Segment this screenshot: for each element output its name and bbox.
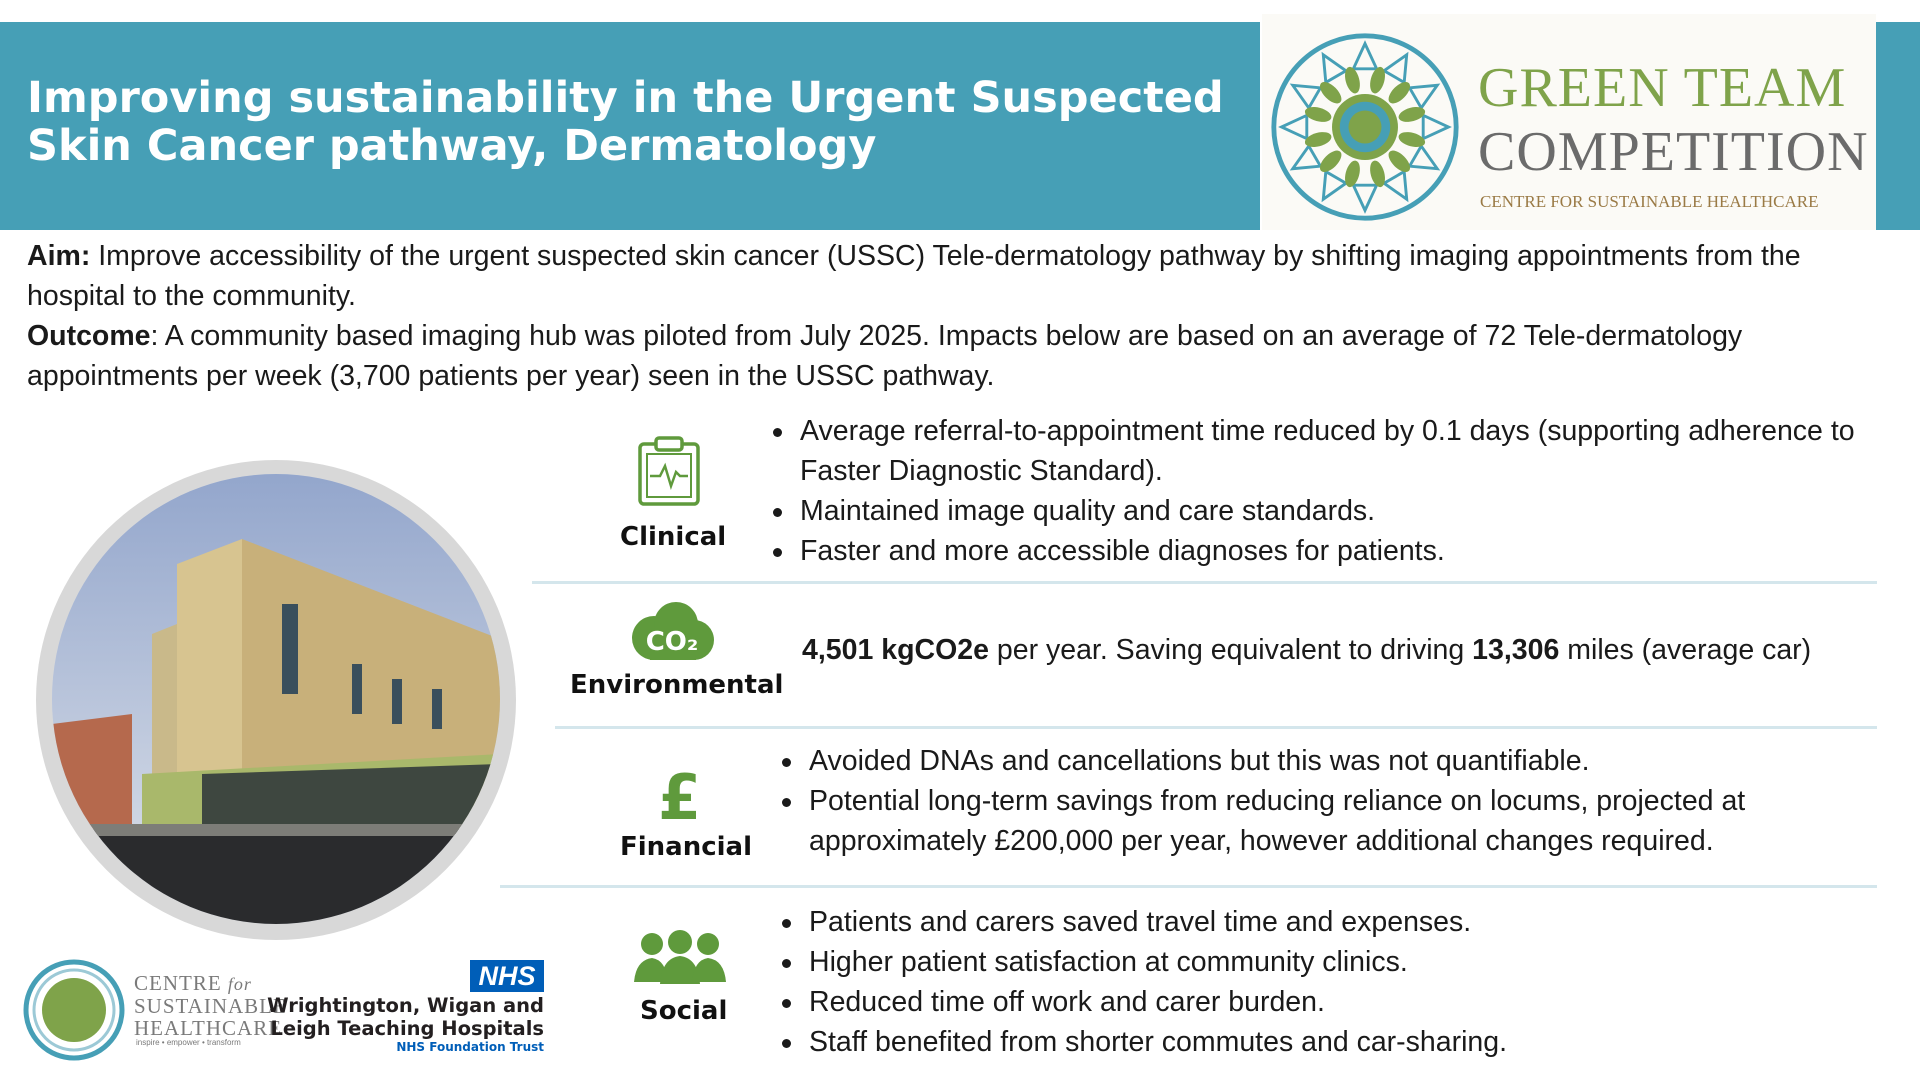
divider-environmental <box>555 726 1877 729</box>
list-item: Avoided DNAs and cancellations but this was not quantifiable. <box>779 741 1889 781</box>
green-team-logo <box>1262 14 1876 230</box>
aim-label: Aim: <box>27 240 91 272</box>
nhs-badge: NHS <box>470 960 544 992</box>
category-financial-label: Financial <box>620 832 753 862</box>
header-band-edge <box>1876 22 1920 230</box>
trust-name-line-1: Wrightington, Wigan and <box>267 994 544 1017</box>
list-item: Higher patient satisfaction at community clinics. <box>779 942 1889 982</box>
co2-cloud-icon <box>626 600 718 664</box>
category-clinical-label: Clinical <box>620 522 727 552</box>
trust-type: NHS Foundation Trust <box>396 1040 544 1054</box>
csh-logo-icon <box>22 958 126 1062</box>
outcome-text: : A community based imaging hub was piloted from July 2025. Impacts below are based on an average of 72 Tele-dermatology appointments per week (3,700 patients per year) seen in the USSC pathway. <box>27 320 1743 392</box>
list-item: Potential long-term savings from reducing reliance on locums, projected at approximately £200,000 per year, however additional changes required. <box>779 781 1889 861</box>
list-item: Average referral-to-appointment time reduced by 0.1 days (supporting adherence to Faster Diagnostic Standard). <box>770 411 1902 491</box>
trust-name-line-2: Leigh Teaching Hospitals <box>270 1017 544 1040</box>
carbon-saving-value: 4,501 kgCO2e <box>802 634 989 666</box>
csh-line-3: HEALTHCARE <box>134 1016 283 1040</box>
outcome-label: Outcome <box>27 320 151 352</box>
building-image <box>52 474 500 924</box>
divider-financial <box>500 885 1877 888</box>
trust-name <box>267 994 544 1040</box>
clipboard-pulse-icon <box>636 434 702 508</box>
list-item: Maintained image quality and care standards. <box>770 491 1902 531</box>
divider-clinical <box>532 581 1877 584</box>
pound-sign-icon: £ <box>658 761 702 834</box>
page-title-line-1: Improving sustainability in the Urgent Suspected <box>27 73 1224 123</box>
people-group-icon <box>632 930 728 986</box>
csh-logo-text <box>134 972 287 1039</box>
carbon-saving-mid: per year. Saving equivalent to driving <box>988 634 1473 666</box>
carbon-saving-end: miles (average car) <box>1559 634 1812 666</box>
aim-text: Improve accessibility of the urgent suspected skin cancer (USSC) Tele-dermatology pathway by shifting imaging appointments from the hospital to the community. <box>27 240 1801 312</box>
logo-title-line-1: GREEN TEAM <box>1478 57 1847 119</box>
category-social-label: Social <box>640 996 728 1026</box>
clinical-bullet-list <box>770 411 1902 571</box>
list-item: Staff benefited from shorter commutes and car-sharing. <box>779 1022 1889 1062</box>
csh-line-2: SUSTAINABLE <box>134 994 287 1018</box>
community-hub-photo <box>52 474 500 924</box>
logo-subtitle: CENTRE FOR SUSTAINABLE HEALTHCARE <box>1480 192 1819 211</box>
social-bullet-list <box>779 902 1889 1062</box>
csh-for: for <box>227 974 252 994</box>
csh-tagline: inspire • empower • transform <box>136 1038 241 1047</box>
sun-emblem-icon <box>1268 30 1462 224</box>
page-title-line-2: Skin Cancer pathway, Dermatology <box>27 121 877 171</box>
financial-bullet-list <box>779 741 1889 861</box>
csh-line-1: CENTRE <box>134 971 228 995</box>
miles-saved-value: 13,306 <box>1472 634 1560 666</box>
logo-title-line-2: COMPETITION <box>1478 121 1869 183</box>
list-item: Patients and carers saved travel time and expenses. <box>779 902 1889 942</box>
list-item: Reduced time off work and carer burden. <box>779 982 1889 1022</box>
page-title <box>27 74 1227 170</box>
environmental-impact-text <box>802 630 1811 670</box>
list-item: Faster and more accessible diagnoses for patients. <box>770 531 1902 571</box>
aim-paragraph <box>27 236 1897 316</box>
outcome-paragraph <box>27 316 1897 396</box>
category-environmental-label: Environmental <box>570 670 784 700</box>
co2-icon-text: CO₂ <box>645 627 699 657</box>
intro-text <box>27 236 1897 396</box>
